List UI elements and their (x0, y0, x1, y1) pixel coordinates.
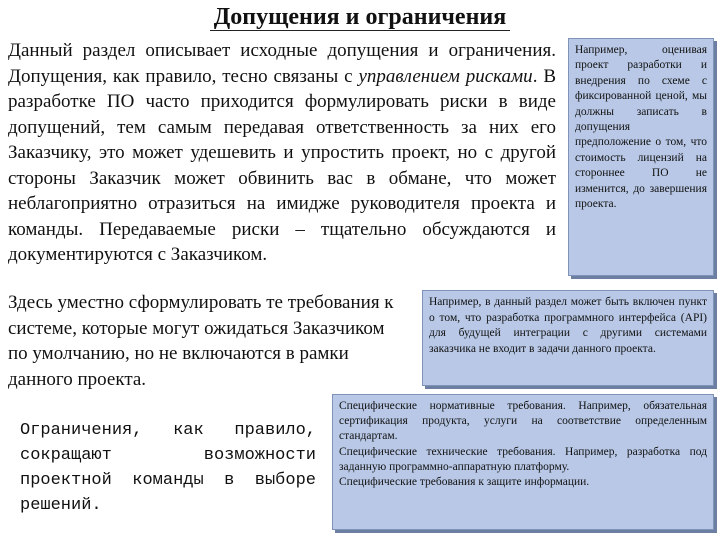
assumptions-text-end: . В разработке ПО часто приходится формулировать риски в виде допущений, тем самым передавая ответственность за них его Заказчику, это может удешевить и упростить проект, но с другой стороны Заказчик может обвинить вас в обмане, что может неблагоприятно отразиться на имидже руководителя проекта и команды. Передаваемые риски – тщательно обсуждаются и документируются с Заказчиком. (8, 65, 556, 265)
requirements-paragraph: Здесь уместно сформулировать те требования к системе, которые могут ожидаться Заказчиком по умолчанию, но не включаются в рамки данного проекта. (8, 292, 394, 390)
constraint-regulatory: Специфические нормативные требования. Например, обязательная сертификация продукта, услуги на соответствие определенным стандартам. (339, 400, 707, 443)
constraint-security: Специфические требования к защите информации. (339, 476, 590, 489)
page-title (0, 4, 720, 31)
assumptions-text-start: Данный раздел описывает исходные допущения и ограничения. Допущения, как правило, тесно связаны с (8, 40, 556, 87)
constraints-examples-note (332, 394, 714, 530)
fixed-price-example-note (568, 38, 714, 276)
page-title-text: Допущения и ограничения (210, 4, 510, 31)
api-example-note (422, 290, 714, 386)
risk-management-term: управлением рисками (358, 65, 533, 87)
fixed-price-example-text: Например, оценивая проект разработки и внедрения по схеме с фиксированной ценой, мы должны записать в допущения предположение о том, что стоимость лицензий на стороннее ПО не изменится, до завершения проекта. (575, 44, 707, 211)
limitations-paragraph: Ограничения, как правило, сокращают возможности проектной команды в выборе решений. (20, 421, 316, 515)
api-example-text: Например, в данный раздел может быть включен пункт о том, что разработка программного интерфейса (API) для будущей интеграции с другими системами заказчика не входит в задачи данного проекта. (429, 296, 707, 355)
assumptions-paragraph (8, 38, 556, 268)
constraint-technical: Специфические технические требования. Например, разработка под заданную программно-аппаратную платформу. (339, 445, 707, 473)
